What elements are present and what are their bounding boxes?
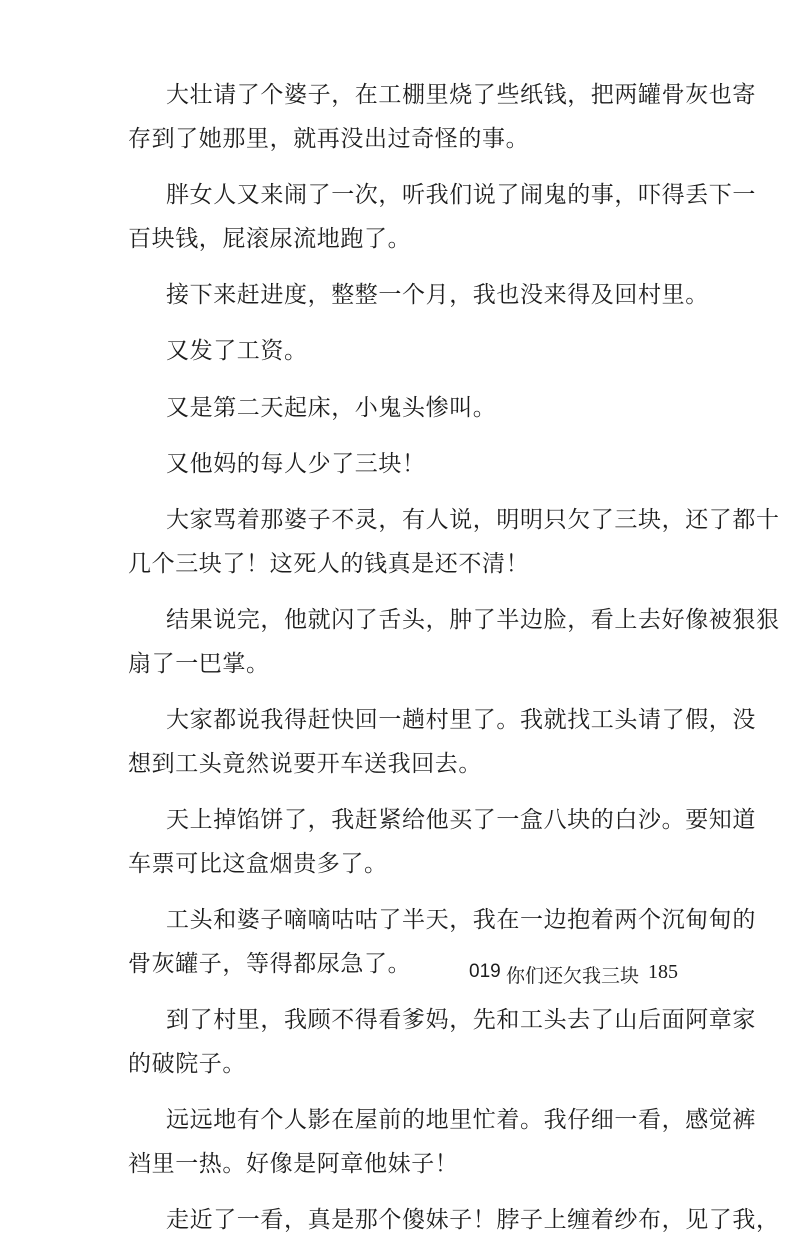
text-line: 又是第二天起床，小鬼头惨叫。 (166, 394, 497, 421)
text-line: 大家都说我得赶快回一趟村里了。我就找工头请了假，没 (166, 707, 756, 733)
paragraph (128, 599, 780, 686)
text-line: 扇了一巴掌。 (128, 650, 270, 677)
text-line: 胖女人又来闹了一次，听我们说了闹鬼的事，吓得丢下一 (166, 181, 756, 208)
page-footer (0, 961, 800, 991)
paragraph (166, 1199, 780, 1243)
text-line: 几个三块了！这死人的钱真是还不清！ (128, 550, 530, 577)
text-line: 又他妈的每人少了三块！ (166, 450, 426, 477)
paragraph (128, 1099, 756, 1186)
text-line: 的破院子。 (128, 1050, 246, 1077)
text-line: 骨灰罐子，等得都尿急了。 (128, 950, 412, 977)
text-line: 结果说完，他就闪了舌头，肿了半边脸，看上去好像被狠狠 (166, 607, 780, 634)
text-line: 裆里一热。好像是阿章他妹子！ (128, 1150, 459, 1177)
text-line: 百块钱，屁滚尿流地跑了。 (128, 225, 412, 252)
paragraph (166, 274, 709, 318)
text-line: 大家骂着那婆子不灵，有人说，明明只欠了三块，还了都十 (166, 507, 780, 534)
text-line: 工头和婆子嘀嘀咕咕了半天，我在一边抱着两个沉甸甸的 (166, 906, 756, 933)
paragraph (128, 499, 780, 586)
text-line: 想到工头竟然说要开车送我回去。 (128, 750, 482, 777)
text-line: 大壮请了个婆子，在工棚里烧了些纸钱，把两罐骨灰也寄 (166, 82, 756, 108)
text-line: 到了村里，我顾不得看爹妈，先和工头去了山后面阿章家 (166, 1006, 756, 1033)
paragraph (128, 74, 756, 161)
paragraph (128, 799, 756, 886)
text-line: 车票可比这盒烟贵多了。 (128, 850, 388, 877)
body-text (128, 74, 780, 1255)
text-line: 存到了她那里，就再没出过奇怪的事。 (128, 125, 530, 152)
paragraph (166, 387, 676, 431)
page-number: 185 (648, 961, 678, 983)
paragraph (166, 330, 676, 374)
paragraph (166, 443, 676, 487)
text-line: 天上掉馅饼了，我赶紧给他买了一盒八块的白沙。要知道 (166, 806, 756, 833)
text-line: 接下来赶进度，整整一个月，我也没来得及回村里。 (166, 281, 709, 308)
text-line: 走近了一看，真是那个傻妹子！脖子上缠着纱布，见了我， (166, 1206, 780, 1233)
paragraph (128, 999, 756, 1086)
text-line: 又发了工资。 (166, 338, 308, 365)
chapter-number: 019 (469, 961, 501, 982)
paragraph (128, 174, 756, 261)
paragraph (128, 699, 756, 786)
text-line: 远远地有个人影在屋前的地里忙着。我仔细一看，感觉裤 (166, 1106, 756, 1133)
chapter-title: 你们还欠我三块 (506, 965, 640, 987)
